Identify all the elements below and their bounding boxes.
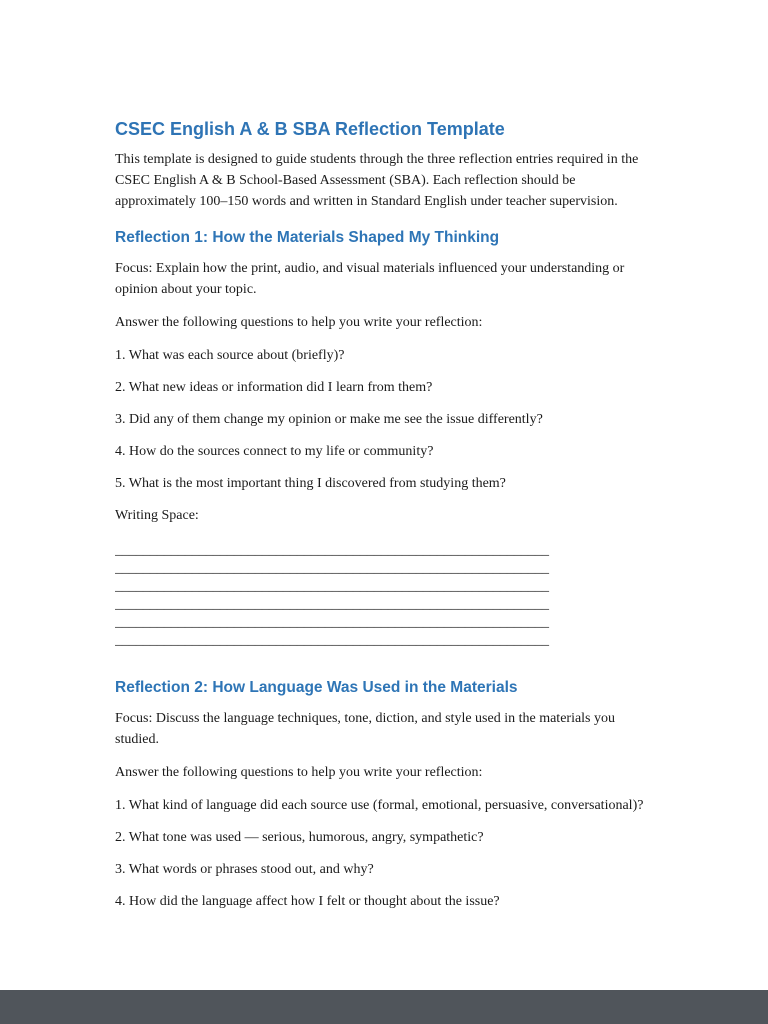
writing-line: ______________________________________________________________ (115, 561, 549, 576)
reflection1-focus: Focus: Explain how the print, audio, and visual materials influenced your understanding or opinion about your topic. (115, 261, 625, 297)
reflection1-question-2: 2. What new ideas or information did I learn from them? (115, 380, 433, 395)
reflection1-heading: Reflection 1: How the Materials Shaped My Thinking (115, 229, 500, 246)
page-title: CSEC English A & B SBA Reflection Template (115, 119, 505, 139)
reflection2-question-3: 3. What words or phrases stood out, and why? (115, 862, 374, 877)
reflection2-question-4: 4. How did the language affect how I felt or thought about the issue? (115, 894, 500, 909)
reflection2-prompt: Answer the following questions to help you write your reflection: (115, 765, 483, 780)
writing-line: ______________________________________________________________ (115, 543, 549, 558)
reflection1-prompt: Answer the following questions to help you write your reflection: (115, 315, 483, 330)
reflection1-question-1: 1. What was each source about (briefly)? (115, 348, 345, 363)
viewer-footer-bar (0, 990, 768, 1024)
writing-line: ______________________________________________________________ (115, 615, 549, 630)
writing-space-lines (115, 542, 653, 650)
intro-paragraph: This template is designed to guide students through the three reflection entries required in the CSEC English A & B School-Based Assessment (SBA). Each reflection should be approximately 100–150 words and written in Standard English under teacher supervision. (115, 152, 639, 209)
writing-line: ______________________________________________________________ (115, 579, 549, 594)
reflection1-question-5: 5. What is the most important thing I discovered from studying them? (115, 476, 506, 491)
reflection2-focus: Focus: Discuss the language techniques, tone, diction, and style used in the materials you studied. (115, 711, 616, 747)
reflection2-heading: Reflection 2: How Language Was Used in the Materials (115, 679, 518, 696)
writing-line: ______________________________________________________________ (115, 597, 549, 612)
writing-space-label: Writing Space: (115, 508, 199, 523)
writing-line: ______________________________________________________________ (115, 633, 549, 648)
reflection1-question-4: 4. How do the sources connect to my life or community? (115, 444, 434, 459)
reflection2-question-2: 2. What tone was used — serious, humorous, angry, sympathetic? (115, 830, 484, 845)
reflection1-question-3: 3. Did any of them change my opinion or make me see the issue differently? (115, 412, 543, 427)
reflection2-question-1: 1. What kind of language did each source use (formal, emotional, persuasive, conversational)? (115, 798, 644, 813)
